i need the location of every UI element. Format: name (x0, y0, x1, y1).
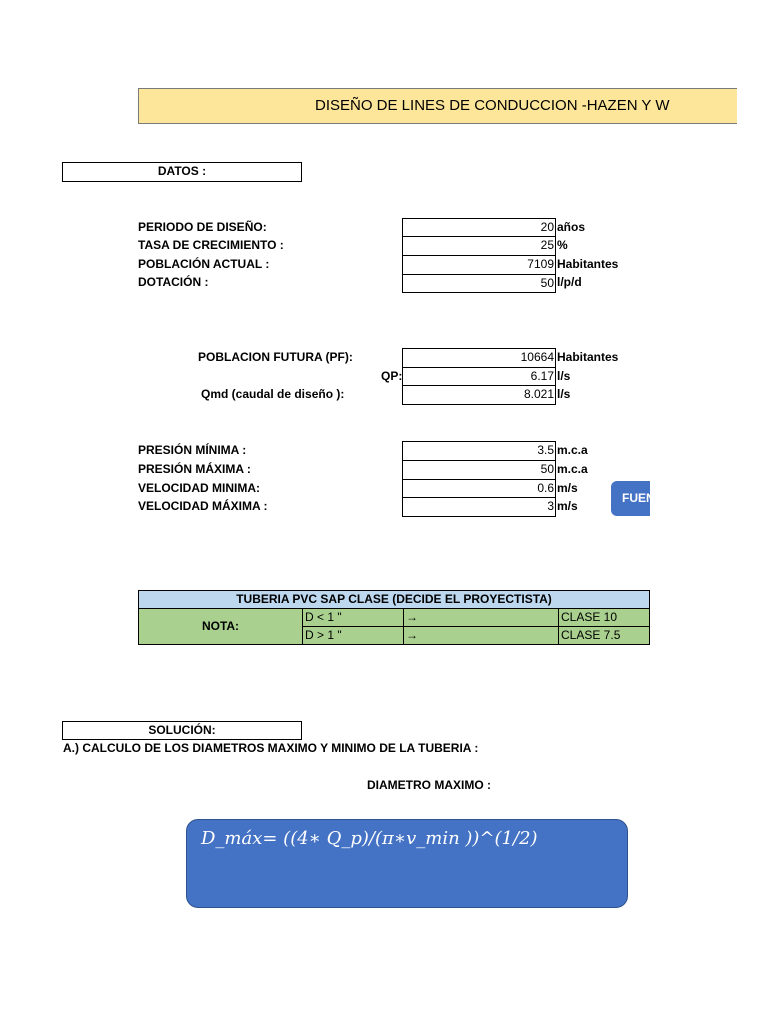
tasa-unit: % (557, 238, 568, 252)
poblacion-actual-label: POBLACIÓN ACTUAL : (138, 257, 270, 271)
qp-value[interactable]: 6.17 (402, 367, 556, 386)
arrow-cell: → (404, 627, 559, 645)
qp-label: QP: (381, 369, 403, 383)
section-a-heading: A.) CALCULO DE LOS DIAMETROS MAXIMO Y MINIMO DE LA TUBERIA : (63, 741, 479, 755)
clase-cell: CLASE 7.5 (559, 627, 650, 645)
qmd-label: Qmd (caudal de diseño ): (201, 387, 345, 401)
datos-label: DATOS : (62, 162, 302, 182)
title-clip (138, 88, 670, 124)
qp-unit: l/s (557, 369, 571, 383)
diametro-maximo-formula: D_máx= ((4∗ Q_p)/(π∗v_min ))^(1/2) (201, 828, 538, 849)
condition-cell: D > 1 " (303, 627, 404, 645)
solucion-label: SOLUCIÓN: (62, 721, 302, 740)
tasa-value[interactable]: 25 (402, 236, 556, 256)
condition-cell: D < 1 " (303, 609, 404, 627)
periodo-label: PERIODO DE DISEÑO: (138, 220, 267, 234)
periodo-unit: años (557, 220, 586, 234)
dotacion-label: DOTACIÓN : (138, 275, 209, 289)
qmd-unit: l/s (557, 387, 571, 401)
presion-minima-value[interactable]: 3.5 (402, 441, 556, 461)
tasa-label: TASA DE CRECIMIENTO : (138, 238, 284, 252)
diametro-maximo-label: DIAMETRO MAXIMO : (367, 778, 491, 792)
poblacion-futura-value[interactable]: 10664 (402, 348, 556, 368)
pvc-table-header: TUBERIA PVC SAP CLASE (DECIDE EL PROYECTISTA) (139, 591, 650, 609)
velocidad-minima-label: VELOCIDAD MINIMA: (138, 481, 260, 495)
presion-maxima-label: PRESIÓN MÁXIMA : (138, 462, 251, 476)
arrow-cell: → (404, 609, 559, 627)
presion-maxima-value[interactable]: 50 (402, 460, 556, 480)
presion-maxima-unit: m.c.a (557, 462, 588, 476)
dotacion-unit: l/p/d (557, 275, 582, 289)
page-title: DISEÑO DE LINES DE CONDUCCION -HAZEN Y W (315, 97, 670, 114)
presion-minima-label: PRESIÓN MÍNIMA : (138, 443, 247, 457)
formula-box[interactable] (186, 819, 628, 908)
presion-minima-unit: m.c.a (557, 443, 588, 457)
dotacion-value[interactable]: 50 (402, 274, 556, 293)
poblacion-actual-value[interactable]: 7109 (402, 255, 556, 275)
velocidad-maxima-unit: m/s (557, 499, 578, 513)
velocidad-minima-unit: m/s (557, 481, 578, 495)
nota-label: NOTA: (139, 609, 303, 645)
poblacion-actual-unit: Habitantes (557, 257, 619, 271)
poblacion-futura-label: POBLACION FUTURA (PF): (198, 350, 353, 364)
poblacion-futura-unit: Habitantes (557, 350, 619, 364)
periodo-value[interactable]: 20 (402, 218, 556, 237)
velocidad-maxima-label: VELOCIDAD MÁXIMA : (138, 499, 268, 513)
fuente-button[interactable]: FUEN (611, 481, 650, 516)
velocidad-minima-value[interactable]: 0.6 (402, 479, 556, 498)
table-row (139, 609, 650, 627)
clase-cell: CLASE 10 (559, 609, 650, 627)
velocidad-maxima-value[interactable]: 3 (402, 497, 556, 517)
qmd-value[interactable]: 8.021 (402, 385, 556, 405)
pvc-class-table (138, 590, 650, 645)
